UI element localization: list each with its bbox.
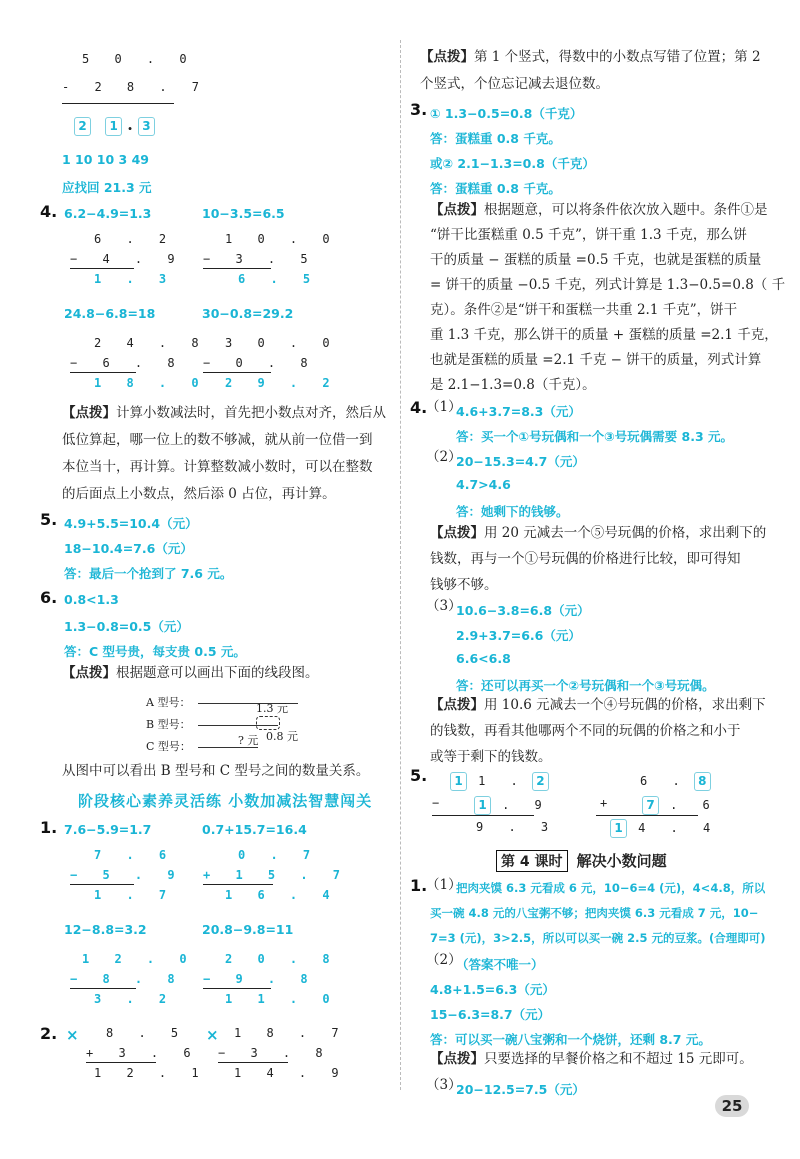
answer-text: 答：最后一个抢到了 7.6 元。 [64, 566, 233, 581]
question-number: 3. [410, 100, 428, 119]
vertical-row: 6 . 2 [94, 232, 176, 246]
tip-line: 【点拨】根据题意，可以将条件依次放入题中。条件①是 [430, 202, 768, 218]
vertical-result: 1 6 . 4 [225, 888, 339, 902]
cross-mark: × [66, 1026, 79, 1044]
answer-text: 6.6<6.8 [456, 651, 511, 666]
answer-text: 4.6+3.7=8.3（元） [456, 404, 581, 419]
tip-line: 低位算起，哪一位上的数不够减，就从前一位借一到 [62, 432, 373, 448]
answer-text: 18−10.4=7.6（元） [64, 541, 193, 556]
vertical-row: − 0 . 8 [203, 356, 317, 370]
tip-line: 【点拨】根据题意可以画出下面的线段图。 [62, 665, 319, 681]
diagram-label-a: A 型号： [146, 696, 191, 709]
answer-boxes: 2 1 . 3 [74, 115, 155, 136]
answer-text: 或② 2.1−1.3=0.8（千克） [430, 156, 595, 171]
tip-line: 【点拨】第 1 个竖式，得数中的小数点写错了位置；第 2 [420, 49, 761, 65]
tip-line: 【点拨】用 20 元减去一个⑤号玩偶的价格，求出剩下的 [430, 525, 767, 541]
vertical-row: - 2 8 . 7 [62, 80, 209, 94]
section-title: 阶段核心素养灵活练 小数加减法智慧闯关 [78, 792, 373, 810]
column-divider [400, 40, 401, 1090]
answer-text: 答：蛋糕重 0.8 千克。 [430, 131, 561, 146]
answer-text: 答：还可以再买一个②号玩偶和一个③号玩偶。 [456, 678, 715, 693]
answer-box: 2 [74, 117, 91, 136]
lesson-header [496, 850, 667, 872]
vertical-row: + 1 5 . 7 [203, 868, 350, 882]
vertical-rule [70, 372, 136, 373]
answer-text: 4.7>4.6 [456, 477, 511, 492]
question-number: 5. [410, 766, 428, 785]
diagram-label-b: B 型号： [146, 718, 191, 731]
question-number: 4. [40, 202, 58, 221]
equation: 6.2−4.9=1.3 [64, 206, 152, 221]
answer-text: 4.8+1.5=6.3（元） [430, 982, 555, 997]
tip-line: 本位当十，再计算。计算整数减小数时，可以在整数 [62, 459, 373, 475]
vertical-row: 3 0 . 0 [225, 336, 339, 350]
answer-box: 1 [450, 772, 467, 791]
answer-text: 答：可以买一碗八宝粥和一个烧饼，还剩 8.7 元。 [430, 1032, 711, 1047]
vertical-row: 7 . 6 [642, 794, 719, 815]
answer-box: 2 [532, 772, 549, 791]
vertical-rule [432, 815, 534, 816]
vertical-row: 1 1 . 2 [450, 770, 549, 791]
vertical-row: 1 . 9 [474, 794, 551, 815]
vertical-row: + 3 . 6 [86, 1046, 200, 1060]
answer-text: 20−15.3=4.7（元） [456, 454, 585, 469]
tip-label: 【点拨】 [62, 405, 116, 421]
answer-text: 把肉夹馍 6.3 元看成 6 元，10−6=4 (元)，4<4.8，所以 [456, 881, 766, 895]
tip-label: 【点拨】 [420, 49, 474, 65]
answer-text: 应找回 21.3 元 [62, 180, 152, 195]
vertical-result: 6 . 5 [238, 272, 320, 286]
vertical-row: 2 0 . 8 [225, 952, 339, 966]
vertical-row: 1 0 . 0 [225, 232, 339, 246]
vertical-row: 8 . 5 [106, 1026, 188, 1040]
diagram-label-unknown: ? 元 [238, 734, 259, 747]
vertical-row: 6 . 8 [640, 770, 711, 791]
question-number: 5. [40, 510, 58, 529]
vertical-result: 9 . 3 [476, 820, 558, 834]
operator: − [432, 796, 449, 810]
part-label: （1） [426, 877, 462, 893]
tip-line: 个竖式，个位忘记减去退位数。 [420, 76, 609, 92]
vertical-rule [70, 268, 134, 269]
vertical-result: 2 9 . 2 [225, 376, 339, 390]
answer-text: 20−12.5=7.5（元） [456, 1082, 585, 1097]
vertical-result: 1 . 7 [94, 888, 176, 902]
part-label: （3） [426, 1077, 462, 1093]
tip-label: 【点拨】 [430, 1051, 484, 1067]
diagram-label-c: C 型号： [146, 740, 191, 753]
part-label: （1） [426, 399, 462, 415]
tip-line: 【点拨】只要选择的早餐价格之和不超过 15 元即可。 [430, 1051, 753, 1067]
vertical-result: 3 . 2 [94, 992, 176, 1006]
answer-text: 答：C 型号贵，每支贵 0.5 元。 [64, 644, 246, 659]
equation: 7.6−5.9=1.7 [64, 822, 152, 837]
vertical-rule [203, 268, 271, 269]
tip-label: 【点拨】 [430, 525, 484, 541]
question-number: 4. [410, 398, 428, 417]
vertical-rule [62, 103, 174, 104]
vertical-row: − 5 . 9 [70, 868, 184, 882]
vertical-result: 1 . 3 [94, 272, 176, 286]
vertical-result: 1 1 . 0 [225, 992, 339, 1006]
question-number: 2. [40, 1024, 58, 1043]
tip-line: = 饼干的质量 −0.5 千克，列式计算是 1.3−0.5=0.8（ 千 [430, 277, 786, 293]
vertical-row: 0 . 7 [238, 848, 320, 862]
tip-line: 是 2.1−1.3=0.8（千克）。 [430, 377, 596, 393]
vertical-row: − 8 . 8 [70, 972, 184, 986]
answer-box: 8 [694, 772, 711, 791]
answer-text: 1.3−0.8=0.5（元） [64, 619, 189, 634]
answer-text: 7=3 (元)，3>2.5，所以可以买一碗 2.5 元的豆浆。(合理即可) [430, 931, 766, 945]
answer-text: 15−6.3=8.7（元） [430, 1007, 551, 1022]
answer-text: （答案不唯一） [456, 957, 544, 972]
tip-line: 干的质量 − 蛋糕的质量 =0.5 千克，也就是蛋糕的质量 [430, 252, 762, 268]
tip-line: “饼干比蛋糕重 0.5 千克”，饼干重 1.3 千克，那么饼 [430, 227, 747, 243]
text-line: 从图中可以看出 B 型号和 C 型号之间的数量关系。 [62, 763, 370, 779]
equation: 24.8−6.8=18 [64, 306, 156, 321]
vertical-rule [86, 1062, 156, 1063]
tip-line: 或等于剩下的钱数。 [430, 749, 552, 765]
tip-line: 【点拨】计算小数减法时，首先把小数点对齐，然后从 [62, 405, 386, 421]
answer-text: 2.9+3.7=6.6（元） [456, 628, 581, 643]
tip-label: 【点拨】 [62, 665, 116, 681]
tip-line: 钱数，再与一个①号玩偶的价格进行比较，即可得知 [430, 551, 741, 567]
equation: 10−3.5=6.5 [202, 206, 285, 221]
vertical-rule [203, 372, 271, 373]
vertical-rule [70, 988, 136, 989]
tip-line: 【点拨】用 10.6 元减去一个④号玩偶的价格，求出剩下 [430, 697, 766, 713]
part-label: （2） [426, 952, 462, 968]
vertical-rule [70, 884, 134, 885]
tip-line: 也就是蛋糕的质量 =2.1 千克 − 饼干的质量，列式计算 [430, 352, 762, 368]
lesson-title: 解决小数问题 [576, 852, 667, 870]
answer-box: 3 [138, 117, 155, 136]
vertical-row: 1 2 . 0 [82, 952, 196, 966]
answer-text: 答：她剩下的钱够。 [456, 504, 569, 519]
tip-line: 的后面点上小数点，然后添 0 占位，再计算。 [62, 486, 336, 502]
answer-text: 0.8<1.3 [64, 592, 119, 607]
equation: 30−0.8=29.2 [202, 306, 294, 321]
equation: 20.8−9.8=11 [202, 922, 294, 937]
vertical-result: 1 4 . 4 [610, 817, 719, 838]
answer-text: 4.9+5.5=10.4（元） [64, 516, 198, 531]
answer-text: 答：蛋糕重 0.8 千克。 [430, 181, 561, 196]
equation: 12−8.8=3.2 [64, 922, 147, 937]
answer-box: 1 [474, 796, 491, 815]
vertical-row: 7 . 6 [94, 848, 176, 862]
answer-box: 1 [105, 117, 122, 136]
lesson-badge: 第 4 课时 [496, 850, 568, 872]
diagram-label-1-3: 1.3 元 [256, 702, 288, 715]
vertical-rule [203, 884, 273, 885]
answer-text: 买一碗 4.8 元的八宝粥不够；把肉夹馍 6.3 元看成 7 元，10− [430, 906, 759, 920]
answer-text: 答：买一个①号玩偶和一个③号玩偶需要 8.3 元。 [456, 429, 734, 444]
question-number: 1. [40, 818, 58, 837]
vertical-row: 1 8 . 7 [234, 1026, 348, 1040]
answer-box: 1 [610, 819, 627, 838]
vertical-rule [596, 815, 698, 816]
vertical-row: − 4 . 9 [70, 252, 184, 266]
vertical-row: − 3 . 5 [203, 252, 317, 266]
equation: 0.7+15.7=16.4 [202, 822, 307, 837]
diagram-label-0-8: 0.8 元 [266, 730, 298, 743]
tip-line: 的钱数，再看其他哪两个不同的玩偶的价格之和小于 [430, 723, 741, 739]
tip-line: 克）。条件②是“饼干和蛋糕一共重 2.1 千克”，饼干 [430, 302, 738, 318]
vertical-result: 1 2 . 1 [94, 1066, 208, 1080]
tip-line: 重 1.3 千克，那么饼干的质量 + 蛋糕的质量 =2.1 千克， [430, 327, 778, 343]
tip-label: 【点拨】 [430, 202, 484, 218]
answer-box: 7 [642, 796, 659, 815]
operator: + [600, 796, 617, 810]
part-label: （2） [426, 449, 462, 465]
vertical-rule [203, 988, 271, 989]
answer-text: 10.6−3.8=6.8（元） [456, 603, 590, 618]
tip-label: 【点拨】 [430, 697, 484, 713]
part-label: （3） [426, 598, 462, 614]
question-number: 1. [410, 876, 428, 895]
vertical-row: − 9 . 8 [203, 972, 317, 986]
vertical-row: 2 4 . 8 [94, 336, 208, 350]
cross-mark: × [206, 1026, 219, 1044]
page-number: 25 [715, 1095, 749, 1117]
answer-text: ① 1.3−0.5=0.8（千克） [430, 106, 583, 121]
vertical-result: 1 8 . 0 [94, 376, 208, 390]
vertical-row: − 6 . 8 [70, 356, 184, 370]
vertical-row: 5 0 . 0 [82, 52, 196, 66]
question-number: 6. [40, 588, 58, 607]
answer-text: 1 10 10 3 49 [62, 152, 149, 167]
vertical-result: 1 4 . 9 [234, 1066, 348, 1080]
tip-line: 钱够不够。 [430, 577, 498, 593]
vertical-row: − 3 . 8 [218, 1046, 332, 1060]
vertical-rule [218, 1062, 288, 1063]
